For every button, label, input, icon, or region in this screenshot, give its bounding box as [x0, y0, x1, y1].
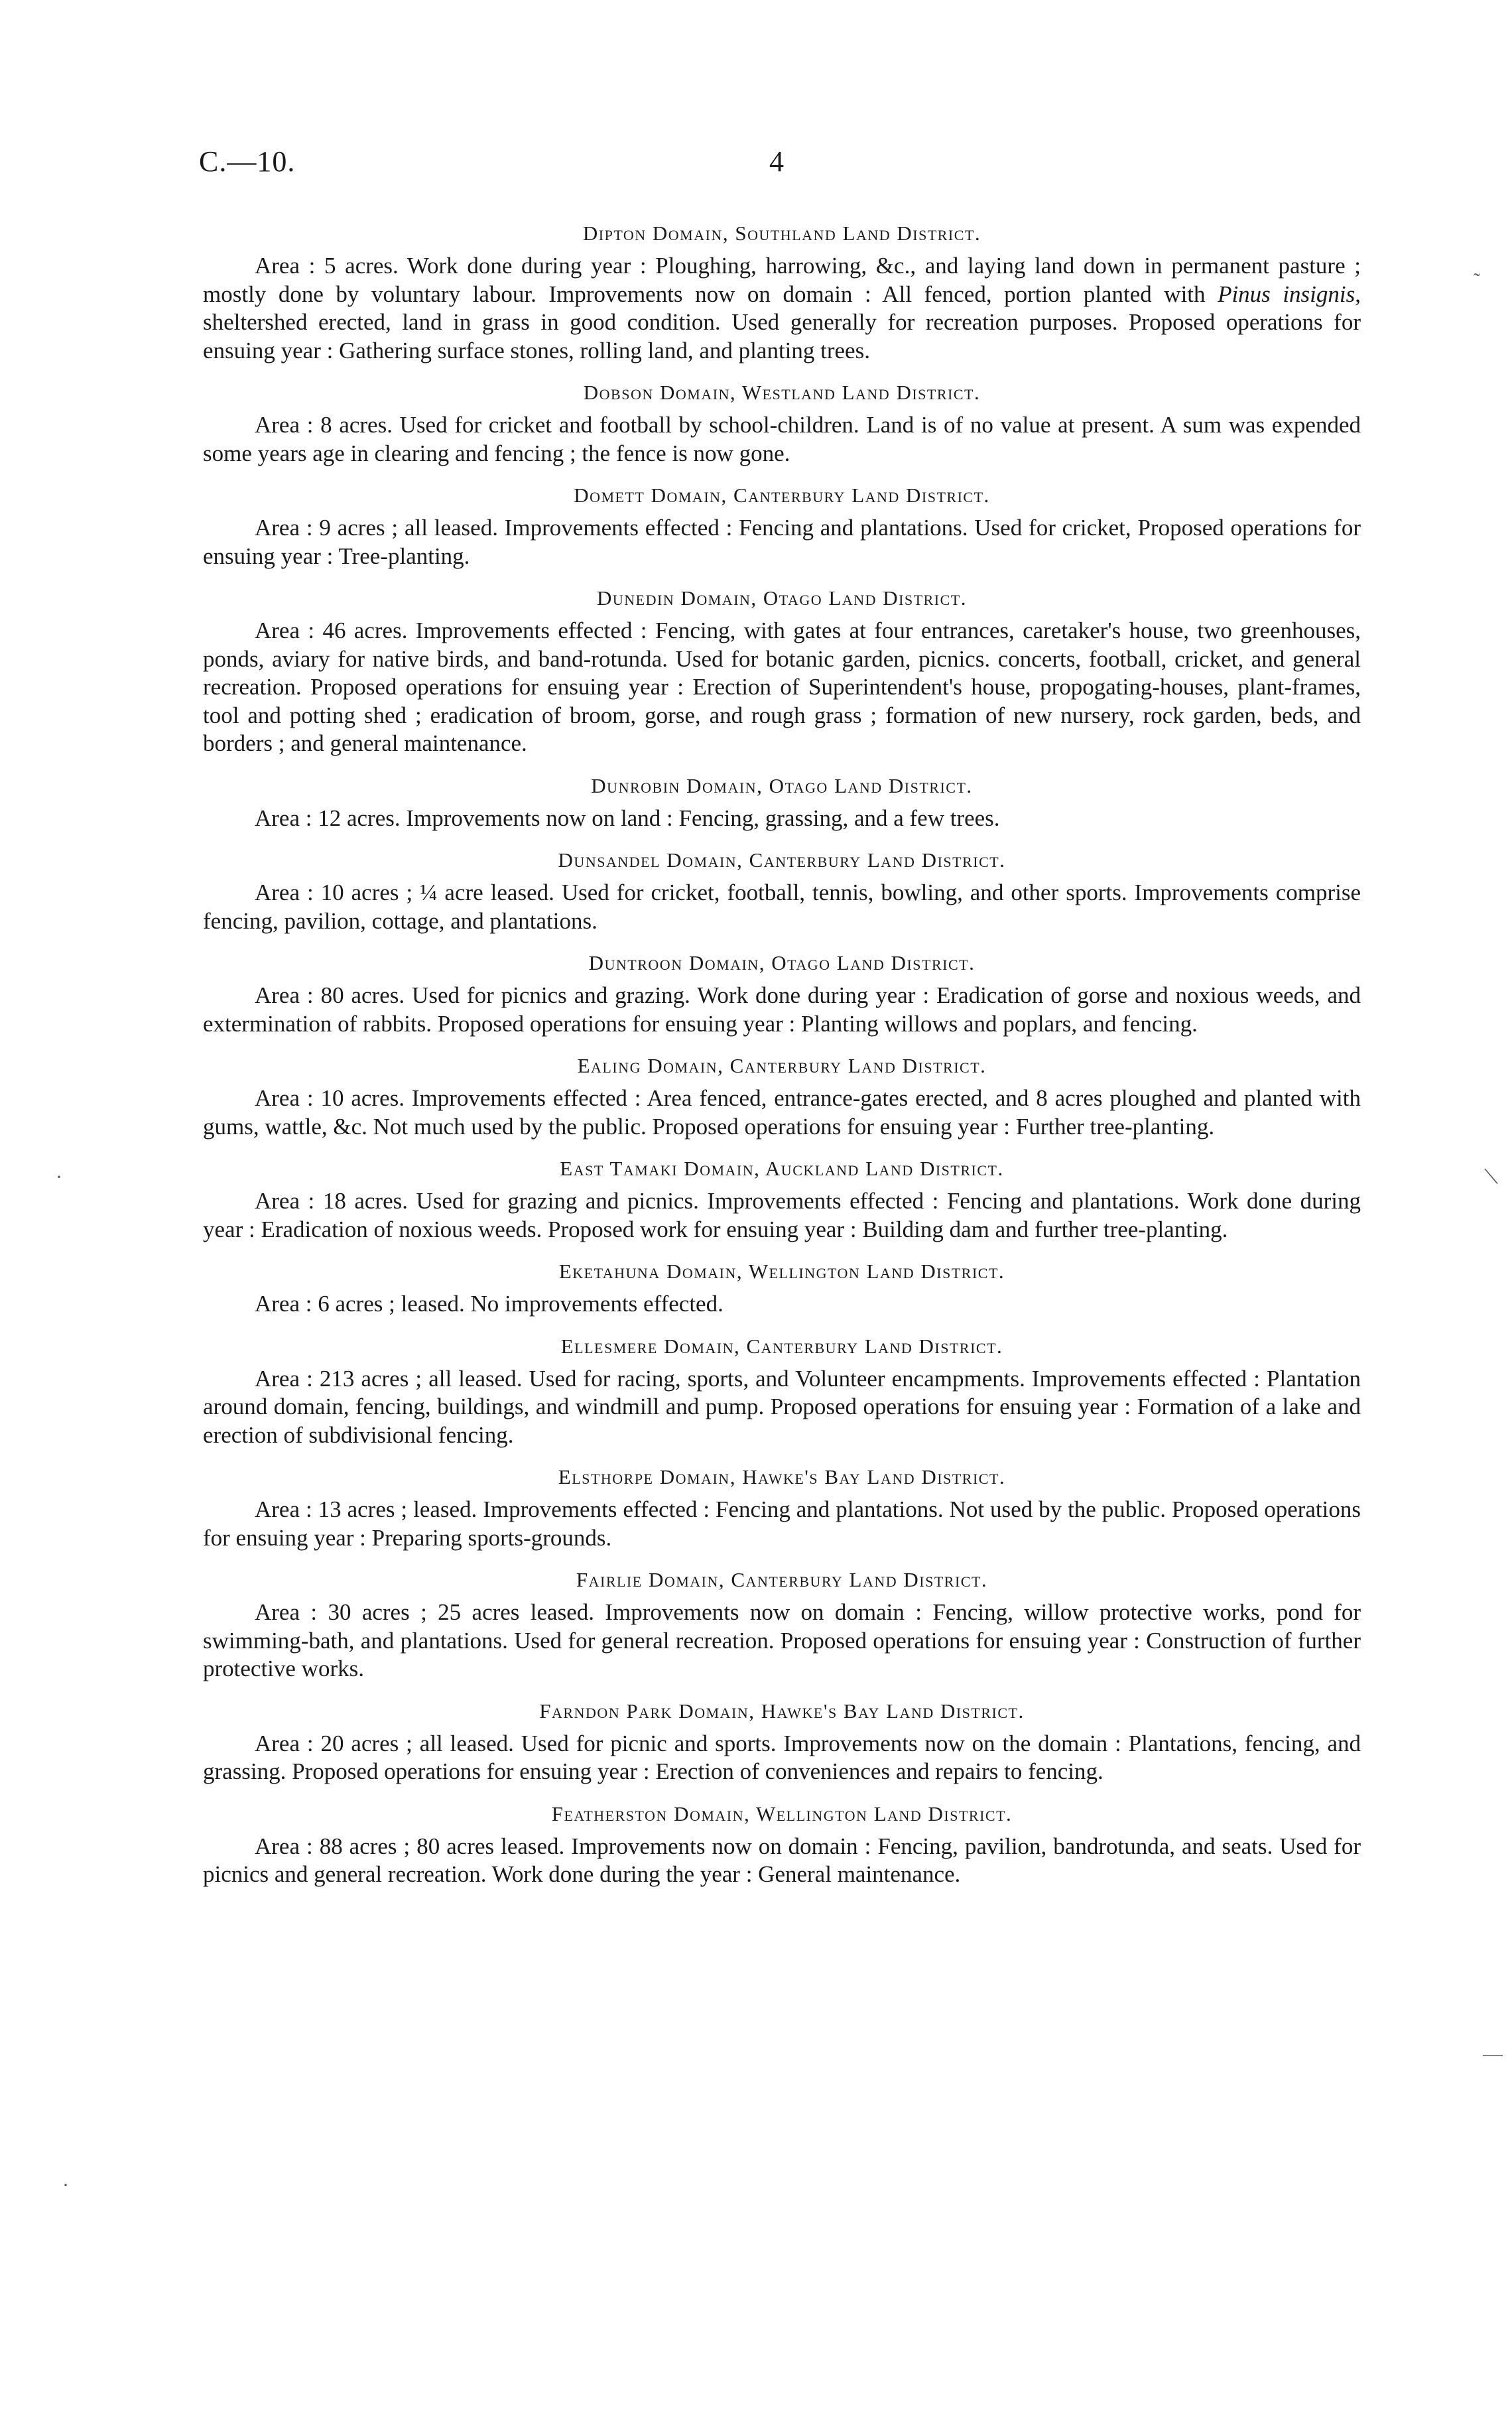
- scan-mark: ·: [62, 2174, 69, 2196]
- entry-title: Duntroon Domain, Otago Land District.: [588, 951, 976, 974]
- entry-body-text: Area : 5 acres. Work done during year : Ploughing, harrowing, &c., and laying land down in permanent pasture ; mostly done by voluntary labour. Improvements now on domain : All fenced, portion planted with: [203, 253, 1361, 307]
- entry-featherston-domain: [203, 1801, 1361, 1889]
- entry-eketahuna-domain: [203, 1258, 1361, 1319]
- entry-ellesmere-domain: [203, 1333, 1361, 1450]
- entry-body: Area : 8 acres. Used for cricket and football by school-children. Land is of no value at present. A sum was expended some years age in clearing and fencing ; the fence is now gone.: [203, 412, 1361, 466]
- entry-body-text: , sheltershed erected, land in grass in good condition. Used generally for recreation purposes. Proposed operations for ensuing year : Gathering surface stones, rolling land, and planting trees.: [203, 281, 1361, 363]
- document-reference: C.—10.: [199, 145, 296, 178]
- entry-body: Area : 12 acres. Improvements now on land : Fencing, grassing, and a few trees.: [255, 805, 1000, 831]
- entry-title: Dunsandel Domain, Canterbury Land District.: [558, 848, 1006, 872]
- entry-body: Area : 30 acres ; 25 acres leased. Improvements now on domain : Fencing, willow protective works, pond for swimming-bath, and plantations. Used for general recreation. Proposed operations for ensuing year : Construction of further protective works.: [203, 1599, 1361, 1681]
- scan-mark: ·: [56, 1166, 62, 1188]
- entry-dobson-domain: [203, 379, 1361, 468]
- entry-title: Fairlie Domain, Canterbury Land District.: [576, 1568, 988, 1591]
- entry-body: Area : 10 acres. Improvements effected : Area fenced, entrance-gates erected, and 8 acres ploughed and planted with gums, wattle, &c. Not much used by the public. Proposed operations for ensuing year : Further tree-planting.: [203, 1085, 1361, 1140]
- entry-title: Ealing Domain, Canterbury Land District.: [577, 1054, 987, 1077]
- page-number: 4: [769, 145, 784, 178]
- entry-body: Area : 13 acres ; leased. Improvements effected : Fencing and plantations. Not used by the public. Proposed operations for ensuing year : Preparing sports-grounds.: [203, 1496, 1361, 1551]
- entry-body: Area : 9 acres ; all leased. Improvements effected : Fencing and plantations. Used for cricket, Proposed operations for ensuing year : Tree-planting.: [203, 515, 1361, 569]
- entry-dunedin-domain: [203, 585, 1361, 758]
- entry-title: Dunrobin Domain, Otago Land District.: [591, 773, 973, 797]
- entry-body: Area : 18 acres. Used for grazing and picnics. Improvements effected : Fencing and plantations. Work done during year : Eradication of noxious weeds. Proposed work for ensuing year : Building dam and further tree-planting.: [203, 1188, 1361, 1242]
- entry-body: [203, 252, 1361, 365]
- entry-body: Area : 46 acres. Improvements effected : Fencing, with gates at four entrances, caretaker's house, two greenhouses, ponds, aviary for native birds, and band-rotunda. Used for botanic garden, picnics. concerts, football, cricket, and general recreation. Proposed operations for ensuing year : Erection of Superintendent's house, propogating-houses, plant-frames, tool and potting shed ; eradication of broom, gorse, and rough grass ; formation of new nursery, rock garden, beds, and borders ; and general maintenance.: [203, 618, 1361, 756]
- entry-body: Area : 80 acres. Used for picnics and grazing. Work done during year : Eradication of gorse and noxious weeds, and extermination of rabbits. Proposed operations for ensuing year : Planting willows and poplars, and fencing.: [203, 982, 1361, 1037]
- entry-farndon-park-domain: [203, 1698, 1361, 1786]
- entry-domett-domain: [203, 482, 1361, 570]
- scan-mark: —: [1483, 2043, 1503, 2065]
- entry-fairlie-domain: [203, 1567, 1361, 1683]
- entry-dipton-domain: [203, 220, 1361, 365]
- entry-title: Elsthorpe Domain, Hawke's Bay Land District.: [558, 1465, 1006, 1488]
- entry-body: Area : 10 acres ; ¼ acre leased. Used for cricket, football, tennis, bowling, and other sports. Improvements comprise fencing, pavilion, cottage, and plantations.: [203, 880, 1361, 934]
- entry-title: Dunedin Domain, Otago Land District.: [597, 586, 967, 610]
- entry-title: East Tamaki Domain, Auckland Land District.: [560, 1157, 1004, 1180]
- entry-title: Eketahuna Domain, Wellington Land District.: [558, 1260, 1005, 1283]
- entry-duntroon-domain: [203, 950, 1361, 1038]
- entry-ealing-domain: [203, 1053, 1361, 1141]
- page-header: [199, 145, 1366, 184]
- entry-body: Area : 213 acres ; all leased. Used for racing, sports, and Volunteer encampments. Improvements effected : Plantation around domain, fencing, buildings, and windmill and pump. Proposed operations for ensuing year : Formation of a lake and erection of subdivisional fencing.: [203, 1365, 1361, 1448]
- entry-title: Dipton Domain, Southland Land District.: [582, 222, 981, 245]
- entry-title: Ellesmere Domain, Canterbury Land District.: [560, 1334, 1003, 1358]
- entry-title: Farndon Park Domain, Hawke's Bay Land District.: [539, 1699, 1025, 1723]
- entry-title: Dobson Domain, Westland Land District.: [583, 381, 981, 404]
- entry-body: Area : 88 acres ; 80 acres leased. Improvements now on domain : Fencing, pavilion, bandrotunda, and seats. Used for picnics and general recreation. Work done during the year : General maintenance.: [203, 1833, 1361, 1887]
- entry-dunsandel-domain: [203, 847, 1361, 935]
- entry-title: Featherston Domain, Wellington Land District.: [551, 1801, 1013, 1825]
- entry-east-tamaki-domain: [203, 1155, 1361, 1244]
- domain-entries: [203, 214, 1361, 1904]
- scan-mark: ⟍: [1484, 1166, 1498, 1188]
- scan-mark: ˜: [1474, 269, 1480, 291]
- entry-elsthorpe-domain: [203, 1464, 1361, 1552]
- entry-body: Area : 20 acres ; all leased. Used for picnic and sports. Improvements now on the domain : Plantations, fencing, and grassing. Proposed operations for ensuing year : Erection of conveniences and repairs to fencing.: [203, 1730, 1361, 1784]
- entry-body: Area : 6 acres ; leased. No improvements effected.: [255, 1291, 724, 1317]
- entry-dunrobin-domain: [203, 773, 1361, 833]
- entry-body-italic: Pinus insignis: [1218, 281, 1355, 307]
- entry-title: Domett Domain, Canterbury Land District.: [574, 484, 990, 507]
